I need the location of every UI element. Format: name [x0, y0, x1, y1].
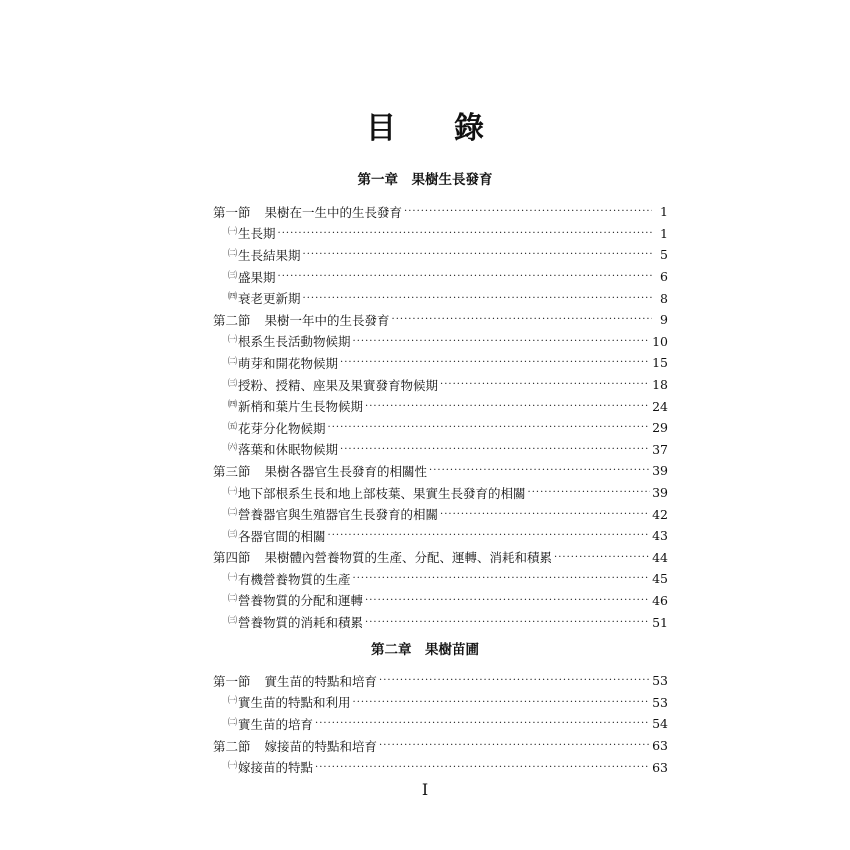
dot-leader — [278, 271, 652, 282]
entry-label — [228, 397, 363, 415]
item-number-prefix: ㈢ — [228, 378, 238, 389]
entry-label — [213, 462, 427, 480]
toc-section-entry — [213, 670, 668, 692]
toc-subentry — [213, 287, 668, 309]
dot-leader — [328, 422, 651, 433]
title-char-1: 目 — [366, 111, 396, 146]
entry-title: 生長結果期 — [238, 247, 301, 263]
dot-leader — [315, 718, 650, 729]
toc-subentry — [213, 713, 668, 735]
section-number: 第一節 — [213, 204, 251, 220]
entry-label — [228, 591, 363, 609]
entry-title: 實生苗的特點和利用 — [238, 695, 351, 711]
entry-label — [228, 376, 438, 394]
item-number-prefix: ㈠ — [228, 572, 238, 583]
entry-label — [228, 715, 313, 733]
entry-label — [228, 224, 276, 242]
entry-title: 果樹一年中的生長發育 — [264, 312, 390, 328]
entry-label — [228, 332, 351, 350]
entry-title: 根系生長活動物候期 — [238, 334, 351, 350]
dot-leader — [365, 595, 650, 606]
section-number: 第一節 — [213, 673, 251, 689]
toc-subentry — [213, 503, 668, 525]
entry-label — [228, 505, 438, 523]
entry-title: 嫁接苗的特點和培育 — [264, 738, 378, 754]
entry-title: 新梢和葉片生長物候期 — [238, 399, 364, 415]
entry-label — [213, 737, 377, 755]
item-number-prefix: ㈡ — [228, 508, 238, 519]
entry-title: 授粉、授精、座果及果實發育物候期 — [238, 377, 439, 393]
item-number-prefix: ㈠ — [228, 227, 238, 238]
entry-title: 萌芽和開花物候期 — [238, 355, 339, 371]
entry-page-number: 9 — [660, 312, 668, 328]
entry-page-number: 10 — [652, 333, 668, 349]
item-number-prefix: ㈢ — [228, 616, 238, 627]
entry-page-number: 37 — [652, 441, 668, 457]
entry-page-number: 6 — [660, 269, 668, 285]
dot-leader — [315, 762, 650, 773]
toc-chapter-2 — [213, 670, 668, 778]
entry-page-number: 53 — [652, 673, 668, 689]
entry-label — [228, 758, 313, 776]
toc-subentry — [213, 568, 668, 590]
entry-page-number: 53 — [652, 694, 668, 710]
dot-leader — [554, 552, 650, 563]
toc-chapter-1 — [213, 201, 668, 633]
item-number-prefix: ㈣ — [228, 292, 238, 303]
entry-title: 花芽分化物候期 — [238, 420, 326, 436]
dot-leader — [365, 617, 650, 628]
toc-subentry — [213, 439, 668, 461]
toc-subentry — [213, 692, 668, 714]
entry-title: 嫁接苗的特點 — [238, 760, 314, 776]
item-number-prefix: ㈡ — [228, 248, 238, 259]
toc-subentry — [213, 525, 668, 547]
section-number: 第二節 — [213, 738, 251, 754]
dot-leader — [379, 675, 650, 686]
entry-title: 各器官間的相關 — [238, 528, 326, 544]
dot-leader — [303, 249, 652, 260]
entry-title: 落葉和休眠物候期 — [238, 442, 339, 458]
entry-page-number: 44 — [652, 549, 668, 565]
entry-label — [228, 419, 326, 437]
entry-label — [228, 570, 351, 588]
entry-label — [213, 672, 377, 690]
toc-section-entry — [213, 460, 668, 482]
dot-leader — [340, 357, 650, 368]
entry-title: 果樹在一生中的生長發育 — [264, 204, 403, 220]
entry-page-number: 54 — [652, 716, 668, 732]
item-number-prefix: ㈠ — [228, 696, 238, 707]
chapter-heading-2: 第二章 果樹苗圃 — [371, 642, 479, 658]
dot-leader — [379, 740, 650, 751]
toc-subentry — [213, 590, 668, 612]
entry-page-number: 43 — [652, 528, 668, 544]
entry-title: 營養物質的消耗和積累 — [238, 615, 364, 631]
entry-page-number: 18 — [652, 377, 668, 393]
dot-leader — [353, 573, 651, 584]
toc-subentry — [213, 374, 668, 396]
entry-title: 地下部根系生長和地上部枝葉、果實生長發育的相關 — [238, 485, 526, 501]
item-number-prefix: ㈠ — [228, 761, 238, 772]
entry-title: 果樹體內營養物質的生產、分配、運轉、消耗和積累 — [264, 550, 553, 566]
section-number: 第二節 — [213, 312, 251, 328]
item-number-prefix: ㈥ — [228, 443, 238, 454]
entry-label — [213, 203, 402, 221]
item-number-prefix: ㈡ — [228, 356, 238, 367]
entry-label — [213, 548, 552, 566]
toc-subentry — [213, 352, 668, 374]
dot-leader — [440, 379, 650, 390]
toc-section-entry — [213, 201, 668, 223]
dot-leader — [353, 336, 651, 347]
entry-page-number: 1 — [660, 225, 668, 241]
entry-page-number: 15 — [652, 355, 668, 371]
entry-title: 衰老更新期 — [238, 291, 301, 307]
section-number: 第四節 — [213, 550, 251, 566]
item-number-prefix: ㈣ — [228, 400, 238, 411]
entry-label — [228, 527, 326, 545]
dot-leader — [440, 509, 650, 520]
entry-title: 盛果期 — [238, 269, 276, 285]
entry-page-number: 24 — [652, 398, 668, 414]
dot-leader — [340, 444, 650, 455]
entry-page-number: 39 — [652, 463, 668, 479]
entry-page-number: 63 — [652, 759, 668, 775]
toc-subentry — [213, 244, 668, 266]
toc-section-entry — [213, 309, 668, 331]
toc-subentry — [213, 395, 668, 417]
dot-leader — [429, 465, 650, 476]
entry-title: 生長期 — [238, 226, 276, 242]
entry-page-number: 63 — [652, 738, 668, 754]
entry-title: 營養器官與生殖器官生長發育的相關 — [238, 507, 439, 523]
item-number-prefix: ㈤ — [228, 421, 238, 432]
chapter-heading-1: 第一章 果樹生長發育 — [357, 172, 493, 188]
section-number: 第三節 — [213, 463, 251, 479]
toc-subentry — [213, 417, 668, 439]
entry-title: 營養物質的分配和運轉 — [238, 593, 364, 609]
entry-label — [228, 289, 301, 307]
entry-page-number: 51 — [652, 614, 668, 630]
entry-label — [228, 613, 363, 631]
entry-title: 實生苗的培育 — [238, 716, 314, 732]
toc-section-entry — [213, 735, 668, 757]
dot-leader — [303, 293, 652, 304]
toc-subentry — [213, 756, 668, 778]
entry-page-number: 1 — [660, 204, 668, 220]
entry-title: 有機營養物質的生產 — [238, 571, 351, 587]
toc-subentry — [213, 266, 668, 288]
entry-label — [228, 246, 301, 264]
entry-label — [228, 484, 526, 502]
item-number-prefix: ㈠ — [228, 335, 238, 346]
item-number-prefix: ㈢ — [228, 529, 238, 540]
entry-page-number: 42 — [652, 506, 668, 522]
entry-page-number: 45 — [652, 571, 668, 587]
toc-subentry — [213, 611, 668, 633]
page-title — [0, 103, 850, 147]
item-number-prefix: ㈠ — [228, 486, 238, 497]
title-char-2: 錄 — [454, 111, 484, 146]
item-number-prefix: ㈢ — [228, 270, 238, 281]
item-number-prefix: ㈡ — [228, 717, 238, 728]
entry-label — [228, 693, 351, 711]
entry-page-number: 46 — [652, 592, 668, 608]
entry-label — [228, 268, 276, 286]
toc-subentry — [213, 482, 668, 504]
entry-label — [213, 311, 390, 329]
dot-leader — [353, 697, 651, 708]
toc-subentry — [213, 223, 668, 245]
dot-leader — [365, 401, 650, 412]
item-number-prefix: ㈡ — [228, 594, 238, 605]
dot-leader — [278, 228, 652, 239]
dot-leader — [392, 314, 652, 325]
entry-page-number: 5 — [660, 247, 668, 263]
toc-subentry — [213, 331, 668, 353]
toc-section-entry — [213, 547, 668, 569]
entry-label — [228, 354, 338, 372]
dot-leader — [528, 487, 651, 498]
dot-leader — [404, 206, 652, 217]
page-number: I — [421, 780, 429, 799]
entry-title: 果樹各器官生長發育的相關性 — [264, 463, 428, 479]
entry-label — [228, 440, 338, 458]
entry-page-number: 39 — [652, 485, 668, 501]
entry-page-number: 29 — [652, 420, 668, 436]
dot-leader — [328, 530, 651, 541]
entry-title: 實生苗的特點和培育 — [264, 673, 378, 689]
entry-page-number: 8 — [660, 290, 668, 306]
